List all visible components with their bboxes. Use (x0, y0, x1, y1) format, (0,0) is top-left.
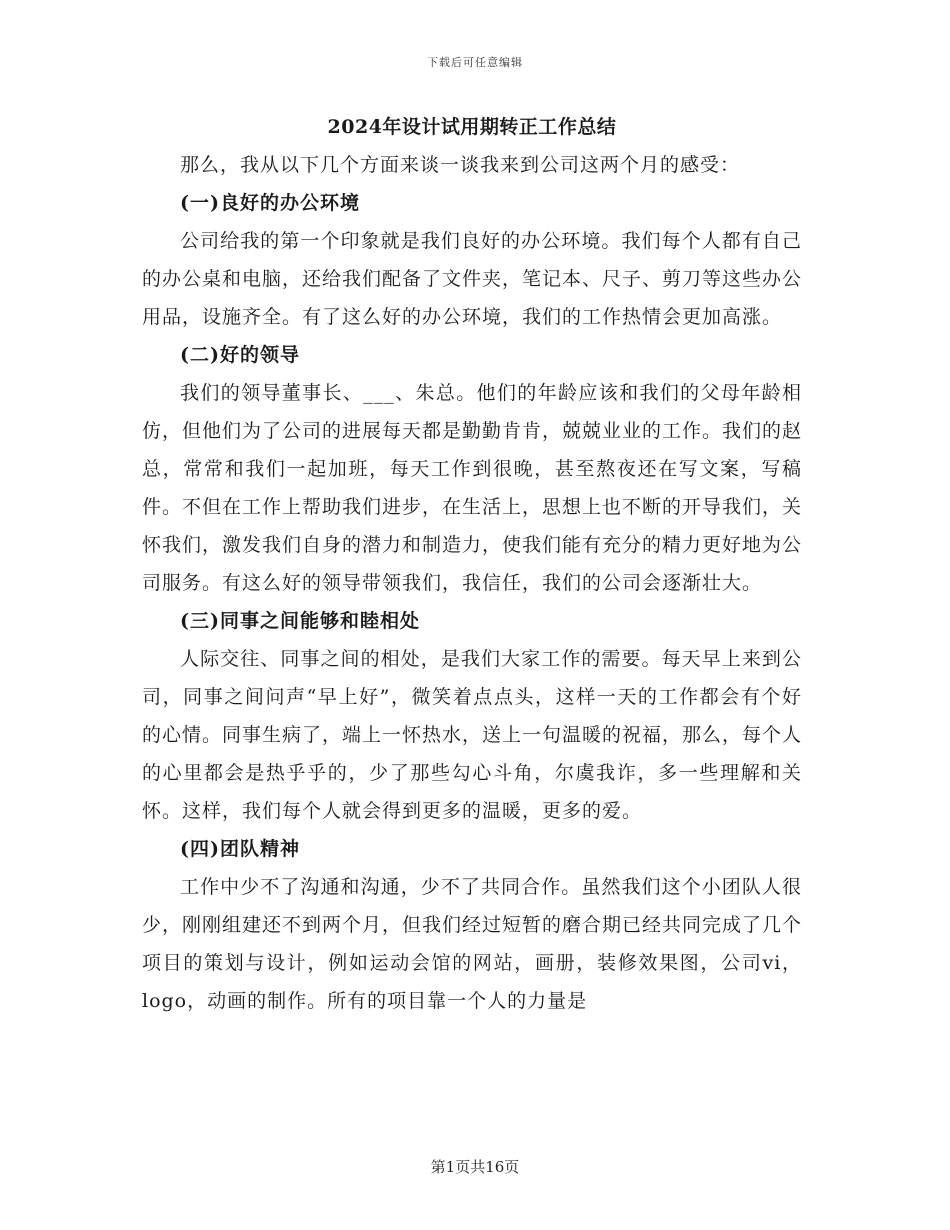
header-note: 下载后可任意编辑 (427, 56, 523, 69)
section-paragraph: 工作中少不了沟通和沟通，少不了共同合作。虽然我们这个小团队人很少，刚刚组建还不到两个月，但我们经过短暂的磨合期已经共同完成了几个项目的策划与设计，例如运动会馆的网站，画册，装修效果图，公司vi，logo，动画的制作。所有的项目靠一个人的力量是 (142, 876, 803, 1012)
section-3 (142, 602, 802, 830)
section-paragraph: 公司给我的第一个印象就是我们良好的办公环境。我们每个人都有自己的办公桌和电脑，还给我们配备了文件夹，笔记本、尺子、剪刀等这些办公用品，设施齐全。有了这么好的办公环境，我们的工作热情会更加高涨。 (142, 230, 803, 328)
intro-paragraph: 那么，我从以下几个方面来谈一谈我来到公司这两个月的感受： (180, 154, 741, 176)
document-title: 2024年设计试用期转正工作总结 (327, 116, 617, 138)
section-2 (142, 336, 802, 602)
section-heading: (四)团队精神 (180, 838, 300, 860)
section-heading: (一)良好的办公环境 (180, 192, 360, 214)
section-4 (142, 830, 802, 1020)
section-paragraph: 人际交往、同事之间的相处，是我们大家工作的需要。每天早上来到公司，同事之间问声“早上好”，微笑着点点头，这样一天的工作都会有个好的心情。同事生病了，端上一怀热水，送上一句温暖的祝福，那么，每个人的心里都会是热乎乎的，少了那些勾心斗角，尔虞我诈，多一些理解和关怀。这样，我们每个人就会得到更多的温暖，更多的爱。 (142, 648, 803, 822)
section-heading: (二)好的领导 (180, 344, 300, 366)
section-1 (142, 184, 802, 336)
section-paragraph: 我们的领导董事长、___、朱总。他们的年龄应该和我们的父母年龄相仿，但他们为了公司的进展每天都是勤勤肯肯，兢兢业业的工作。我们的赵总，常常和我们一起加班，每天工作到很晚，甚至熬夜还在写文案，写稿件。不但在工作上帮助我们进步，在生活上，思想上也不断的开导我们，关怀我们，激发我们自身的潜力和制造力，使我们能有充分的精力更好地为公司服务。有这么好的领导带领我们，我信任，我们的公司会逐渐壮大。 (142, 382, 803, 594)
section-heading: (三)同事之间能够和睦相处 (180, 610, 420, 632)
page-number-footer: 第1页共16页 (430, 1158, 520, 1176)
document-body (142, 112, 802, 1020)
